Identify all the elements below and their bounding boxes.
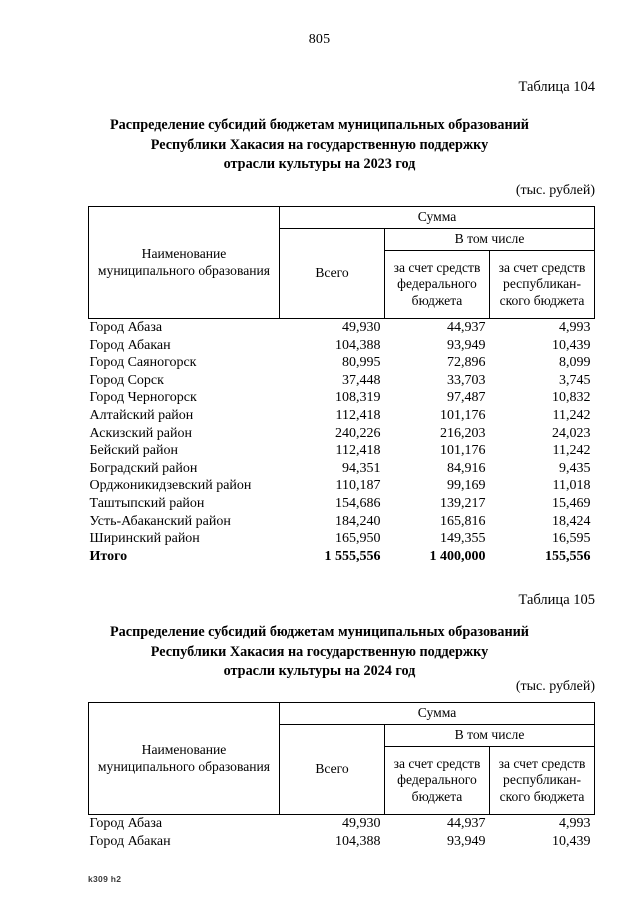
cell-federal: 165,816 — [440, 513, 486, 529]
cell-municipality: Ширинский район — [89, 531, 200, 547]
units-note-105: (тыс. рублей) — [515, 679, 595, 694]
cell-municipality: Город Абакан — [89, 833, 171, 849]
header-line: образования — [198, 758, 271, 774]
cell-municipality: Орджоникидзевский район — [89, 478, 252, 494]
cell-total: 184,240 — [335, 513, 381, 529]
cell-republican: 11,242 — [552, 443, 591, 459]
header-line: бюджета — [411, 292, 463, 308]
cell-republican: 11,242 — [552, 407, 591, 423]
subsidy-table-2024 — [88, 702, 595, 850]
cell-federal: 149,355 — [440, 531, 486, 547]
table-label-105: Таблица 105 — [518, 592, 595, 608]
cell-municipality: Город Саяногорск — [89, 355, 197, 371]
header-line: за счет средств — [498, 755, 586, 771]
footer-code: k309 h2 — [88, 874, 122, 884]
table-row — [89, 442, 595, 460]
cell-total: 112,418 — [335, 407, 381, 423]
cell-total: 154,686 — [335, 495, 381, 511]
cell-federal: 84,916 — [447, 460, 486, 476]
header-line: за счет средств — [393, 755, 481, 771]
column-header-sum: Сумма — [280, 703, 595, 725]
cell-republican: 18,424 — [552, 513, 591, 529]
column-header-including: В том числе — [385, 229, 595, 251]
units-note-104: (тыс. рублей) — [515, 183, 595, 198]
page-number: 805 — [308, 32, 331, 47]
table-row — [89, 548, 595, 566]
cell-federal: 99,169 — [447, 478, 486, 494]
cell-total: 110,187 — [335, 478, 381, 494]
table-row — [89, 513, 595, 531]
header-row-sum — [89, 207, 595, 229]
cell-municipality: Город Абаза — [89, 320, 163, 335]
cell-municipality: Бейский район — [89, 443, 178, 459]
cell-total: 49,930 — [342, 816, 381, 831]
title-line: Распределение субсидий бюджетам муниципальных образований — [110, 624, 529, 640]
column-header-municipality — [89, 207, 280, 319]
header-line: муниципального — [97, 758, 195, 774]
cell-federal: 93,949 — [447, 337, 486, 353]
header-line: республикан- — [503, 276, 581, 292]
cell-municipality: Город Сорск — [89, 372, 164, 388]
column-header-republican-budget — [490, 251, 595, 319]
title-line: Республики Хакасия на государственную поддержку — [150, 643, 489, 660]
table-body — [89, 815, 595, 851]
table-row — [89, 337, 595, 355]
table-header — [89, 703, 595, 815]
table-body — [89, 319, 595, 566]
cell-total: 49,930 — [342, 320, 381, 335]
cell-federal: 1 400,000 — [429, 548, 486, 564]
header-line: бюджета — [411, 788, 463, 804]
table-row — [89, 495, 595, 513]
subsidy-table-2023 — [88, 206, 595, 565]
header-row-sum — [89, 703, 595, 725]
cell-municipality: Таштыпский район — [89, 495, 205, 511]
header-line: муниципального — [97, 262, 195, 278]
cell-total: 165,950 — [335, 531, 381, 547]
cell-total: 108,319 — [335, 390, 381, 406]
cell-federal: 97,487 — [447, 390, 486, 406]
header-line: Наименование — [141, 246, 227, 261]
table-row — [89, 530, 595, 548]
cell-municipality: Аскизский район — [89, 425, 192, 441]
table-header — [89, 207, 595, 319]
column-header-federal-budget — [385, 251, 490, 319]
header-line: федерального — [397, 276, 477, 292]
cell-republican: 16,595 — [552, 531, 591, 547]
cell-total: 240,226 — [335, 425, 381, 441]
cell-municipality: Усть-Абаканский район — [89, 513, 231, 529]
cell-federal: 72,896 — [447, 355, 486, 371]
header-line: образования — [198, 262, 271, 278]
column-header-total: Всего — [280, 725, 385, 815]
title-line: отрасли культуры на 2024 год — [223, 663, 416, 679]
cell-federal: 33,703 — [447, 372, 486, 388]
header-line: за счет средств — [393, 259, 481, 275]
header-line: бюджета — [533, 788, 585, 804]
table-row — [89, 477, 595, 495]
table-label-104: Таблица 104 — [518, 79, 595, 95]
title-line: Республики Хакасия на государственную поддержку — [150, 136, 489, 153]
column-header-federal-budget — [385, 747, 490, 815]
table-row — [89, 389, 595, 407]
title-line: отрасли культуры на 2023 год — [223, 156, 416, 172]
cell-total: 80,995 — [342, 355, 381, 371]
cell-republican: 4,993 — [559, 816, 591, 831]
cell-republican: 9,435 — [559, 460, 591, 476]
column-header-municipality — [89, 703, 280, 815]
cell-municipality: Город Абакан — [89, 337, 171, 353]
header-line: ского — [499, 788, 531, 804]
table-row — [89, 815, 595, 833]
cell-republican: 15,469 — [552, 495, 591, 511]
cell-republican: 3,745 — [559, 372, 591, 388]
header-line: федерального — [397, 772, 477, 788]
cell-republican: 10,832 — [552, 390, 591, 406]
cell-federal: 101,176 — [440, 407, 486, 423]
table-title-105 — [0, 623, 639, 682]
cell-federal: 93,949 — [447, 833, 486, 849]
cell-republican: 24,023 — [552, 425, 591, 441]
cell-federal: 139,217 — [440, 495, 486, 511]
header-line: бюджета — [533, 292, 585, 308]
table-row — [89, 372, 595, 390]
cell-municipality: Боградский район — [89, 460, 198, 476]
table-row — [89, 354, 595, 372]
table-row — [89, 425, 595, 443]
cell-total: 104,388 — [335, 337, 381, 353]
cell-total: 104,388 — [335, 833, 381, 849]
column-header-including: В том числе — [385, 725, 595, 747]
table-row — [89, 407, 595, 425]
cell-federal: 44,937 — [447, 320, 486, 335]
title-line: Распределение субсидий бюджетам муниципальных образований — [110, 117, 529, 133]
cell-municipality: Город Абаза — [89, 816, 163, 831]
column-header-sum: Сумма — [280, 207, 595, 229]
header-line: ского — [499, 292, 531, 308]
cell-federal: 44,937 — [447, 816, 486, 831]
cell-municipality: Город Черногорск — [89, 390, 197, 406]
cell-total: 94,351 — [342, 460, 381, 476]
cell-municipality: Итого — [89, 548, 128, 564]
table-title-104 — [0, 116, 639, 175]
cell-republican: 8,099 — [559, 355, 591, 371]
cell-total: 1 555,556 — [324, 548, 381, 564]
cell-total: 112,418 — [335, 443, 381, 459]
cell-federal: 101,176 — [440, 443, 486, 459]
cell-republican: 155,556 — [545, 548, 591, 564]
cell-total: 37,448 — [342, 372, 381, 388]
cell-republican: 4,993 — [559, 320, 591, 335]
header-line: Наименование — [141, 742, 227, 757]
header-line: за счет средств — [498, 259, 586, 275]
table-row — [89, 319, 595, 337]
cell-republican: 10,439 — [552, 833, 591, 849]
cell-federal: 216,203 — [440, 425, 486, 441]
table-row — [89, 833, 595, 851]
cell-republican: 10,439 — [552, 337, 591, 353]
header-line: республикан- — [503, 772, 581, 788]
table-row — [89, 460, 595, 478]
column-header-total: Всего — [280, 229, 385, 319]
cell-municipality: Алтайский район — [89, 407, 194, 423]
cell-republican: 11,018 — [552, 478, 591, 494]
column-header-republican-budget — [490, 747, 595, 815]
